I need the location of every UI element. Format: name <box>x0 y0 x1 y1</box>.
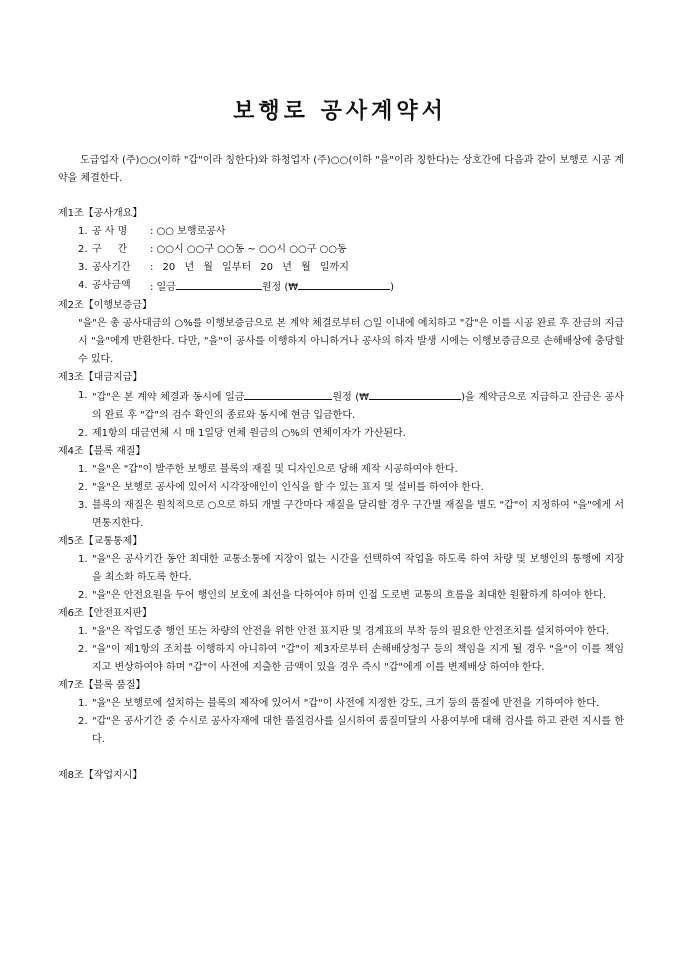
list-item <box>58 277 624 297</box>
article-1 <box>58 205 624 297</box>
item-number: 2. <box>78 428 88 439</box>
article-4 <box>58 443 624 533</box>
blank-line <box>298 277 390 290</box>
blank-line <box>176 277 262 290</box>
item-text: "을"은 안전요원을 두어 행인의 보호에 최선을 다하여야 하며 인접 도로변 교통의 흐름을 최대한 원활하게 하여야 한다. <box>92 590 607 601</box>
article-heading: 제8조【작업지시】 <box>58 770 143 781</box>
spacer <box>58 749 624 767</box>
item-number: 1. <box>78 698 88 709</box>
article-heading: 제4조【블록 재질】 <box>58 446 146 457</box>
item-text: 블록의 재질은 원칙적으로 ○으로 하되 개별 구간마다 재질을 달리할 경우 구간별 재질을 별도 "갑"이 지정하여 "을"에게 서면통지한다. <box>92 500 625 529</box>
item-text: "을"이 제1항의 조치를 이행하지 아니하여 "갑"이 제3자로부터 손해배상청구 등의 책임을 지게 될 경우 "을"이 이를 책임지고 변상하여야 하며 "갑"이 사전에 지출한 금액이 있을 경우 즉시 "갑"에게 이를 변제배상 하여야 한다. <box>92 644 624 673</box>
item-number: 1. <box>78 464 88 475</box>
article-6 <box>58 605 624 677</box>
item-number: 4. <box>78 280 88 291</box>
document-title: 보행로 공사계약서 <box>233 99 447 124</box>
item-number: 2. <box>78 482 88 493</box>
item-number: 2. <box>78 644 88 655</box>
item-number: 3. <box>78 500 88 511</box>
item-number: 3. <box>78 262 88 273</box>
item-text: "을"은 작업도중 행인 또는 차량의 안전을 위한 안전 표지판 및 경계표의 부착 등의 필요한 안전조치를 설치하여야 한다. <box>92 626 610 637</box>
article-heading: 제6조【안전표지판】 <box>58 608 152 619</box>
list-item <box>58 461 624 479</box>
article-2 <box>58 297 624 369</box>
item-number: 1. <box>78 390 88 401</box>
item-text: "을"은 보행로 공사에 있어서 시각장애인이 인식을 할 수 있는 표지 및 설비를 하여야 한다. <box>92 482 484 493</box>
article-heading: 제5조【교통통제】 <box>58 536 143 547</box>
field-label: 공사금액 <box>92 280 131 291</box>
list-item <box>58 695 624 713</box>
article-heading: 제1조【공사개요】 <box>58 208 143 219</box>
article-3 <box>58 369 624 443</box>
blank-line <box>369 387 461 400</box>
field-value: : ○○ 보행로공사 <box>150 226 226 237</box>
list-item <box>58 479 624 497</box>
blank-line <box>244 387 332 400</box>
article-8 <box>58 767 624 785</box>
item-text: 제1항의 대금연체 시 매 1일당 연체 원금의 ○%의 연체이자가 가산된다. <box>92 428 406 439</box>
article-5 <box>58 533 624 605</box>
item-text: "을"은 보행로에 설치하는 블록의 제작에 있어서 "갑"이 사전에 지정한 강도, 크기 등의 품질에 만전을 기하여야 한다. <box>92 698 600 709</box>
item-text: "갑"은 본 계약 체결과 동시에 일금 원정 (₩ )을 계약금으로 지급하고 잔금은 공사의 완료 후 "갑"의 검수 확인의 종료와 동시에 현금 입금한다. <box>92 387 624 425</box>
item-number: 1. <box>78 226 88 237</box>
field-value: : ○○시 ○○구 ○○동 ~ ○○시 ○○구 ○○동 <box>150 244 347 255</box>
intro-paragraph: 도급업자 (주)○○(이하 "갑"이라 칭한다)와 하청업자 (주)○○(이하 "을"이라 칭한다)는 상호간에 다음과 같이 보행로 시공 계약을 체결한다. <box>58 155 624 184</box>
item-text: "갑"은 공사기간 중 수시로 공사자재에 대한 품질검사를 실시하여 품질미달의 사용여부에 대해 검사를 하고 관련 지시를 한다. <box>92 716 624 745</box>
list-item <box>58 241 624 259</box>
list-item <box>58 623 624 641</box>
field-label: 구 간 <box>92 244 128 255</box>
field-value: : 20 년 월 일부터 20 년 월 일까지 <box>150 262 349 273</box>
list-item <box>58 551 624 587</box>
article-7 <box>58 677 624 749</box>
item-number: 1. <box>78 554 88 565</box>
article-heading: 제7조【블록 품질】 <box>58 680 146 691</box>
field-label: 공사기간 <box>92 262 131 273</box>
article-heading: 제2조【이행보증금】 <box>58 300 152 311</box>
item-text: "을"은 "갑"이 발주한 보행로 블록의 재질 및 디자인으로 당해 제작 시공하여야 한다. <box>92 464 458 475</box>
article-heading: 제3조【대금지급】 <box>58 372 143 383</box>
article-paragraph: "을"은 총 공사대금의 ○%를 이행보증금으로 본 계약 체결로부터 ○일 이내에 예치하고 "갑"은 이를 시공 완료 후 잔금의 지급 시 "을"에게 반환한다. 다만, "을"이 공사를 이행하지 아니하거나 공사의 하자 발생 시에는 이행보증금으로 손해배상에 충당할 수 있다. <box>78 318 624 365</box>
list-item <box>58 713 624 749</box>
list-item <box>58 641 624 677</box>
contract-body <box>58 205 624 785</box>
list-item <box>58 587 624 605</box>
item-text: "을"은 공사기간 동안 최대한 교통소통에 지장이 없는 시간을 선택하여 작업을 하도록 하여 차량 및 보행인의 통행에 지장을 최소화 하도록 한다. <box>92 554 624 583</box>
item-number: 2. <box>78 716 88 727</box>
list-item <box>58 223 624 241</box>
item-number: 2. <box>78 590 88 601</box>
list-item <box>58 497 624 533</box>
item-number: 2. <box>78 244 88 255</box>
list-item <box>58 259 624 277</box>
item-number: 1. <box>78 626 88 637</box>
list-item <box>58 425 624 443</box>
list-item <box>58 387 624 425</box>
field-value: : 일금 원정 (₩ ) <box>150 277 394 297</box>
field-label: 공 사 명 <box>92 226 128 237</box>
